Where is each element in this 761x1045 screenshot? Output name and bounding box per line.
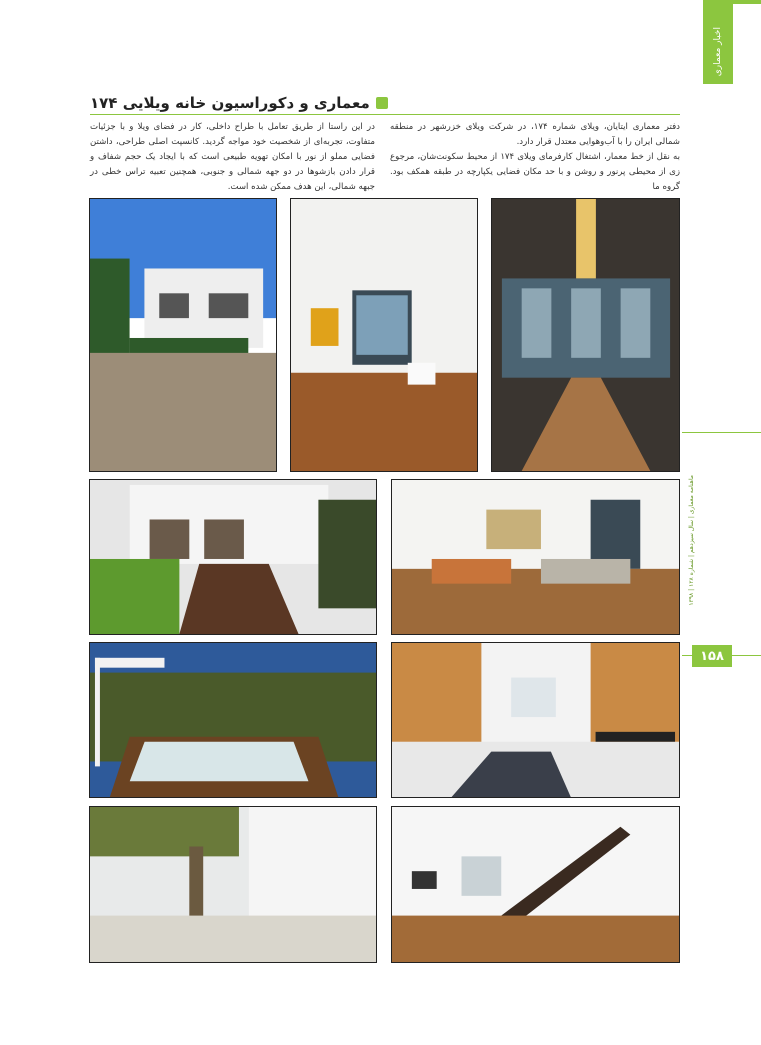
sidebar-info-text: ماهنامه معماری | سال سیزدهم | شماره ۱۲۸ | ۱۳۹۸ (687, 474, 695, 606)
article-title: معماری و دکوراسیون خانه ویلایی ۱۷۴ (90, 94, 370, 112)
title-underline (90, 114, 680, 115)
sofa2 (541, 559, 630, 584)
lawn (90, 559, 179, 634)
courtyard-tree-photo (89, 806, 377, 963)
text-column-left (90, 120, 375, 195)
tree-canopy (90, 807, 239, 856)
exterior-street-photo (89, 198, 277, 472)
section-tab-label: اخبار معماری (713, 26, 723, 76)
floor (392, 916, 679, 962)
staircase-hall-photo (391, 806, 680, 963)
left-panel (392, 643, 481, 752)
sofa (432, 559, 511, 584)
paving (90, 916, 376, 962)
glass-corridor-photo (491, 198, 680, 472)
article-title-row (90, 92, 680, 114)
sidebar-info (684, 445, 698, 635)
pool (130, 742, 309, 781)
ground (90, 353, 276, 471)
page-number: ۱۵۸ (692, 645, 732, 667)
text-column-right (390, 120, 680, 195)
section-tab (703, 0, 733, 84)
floor (291, 373, 477, 471)
title-bullet-icon (376, 97, 388, 109)
hallway-wood-floor-photo (290, 198, 478, 472)
trees (90, 259, 130, 368)
paragraph: در این راستا از طریق تعامل با طراح داخلی، کار در فضای ویلا و با جزئیات متفاوت، تجربه‌ای از شخصیت خود مواجه گردید. کانسپت اصلی طراحی، داشتن فضایی مملو از نور با امکان تهویه طبیعی است که با ایجاد یک حجم شفاف و قرار دادن بازشوها در دو جهه شمالی و جنوبی، همچنین تعبیه تراس خطی در جبهه شمالی، این هدف ممکن شده است. (90, 122, 375, 192)
pool-garden-photo (89, 642, 377, 798)
glass (462, 856, 502, 895)
courtyard-deck-photo (89, 479, 377, 635)
paragraph: به نقل از خط معمار، اشتغال کارفرمای ویلای ۱۷۴ از محیط سکونت‌شان، مرجوع زی از محیطی پرنور و روشن و با حد مکان فضایی یکپارچه در طبقه همکف بود. گروه ما (390, 152, 680, 192)
paragraph: دفتر معماری ایتایان، ویلای شماره ۱۷۴، در شرکت ویلای خزرشهر در منطقه شمالی ایران را با آب‌وهوایی معتدل قرار دارد. (390, 122, 681, 147)
lounge-wood-panels-photo (391, 642, 680, 798)
sidebar-rule-top (682, 432, 761, 433)
living-room-photo (391, 479, 680, 635)
art (311, 308, 339, 346)
light-strip (576, 199, 596, 278)
